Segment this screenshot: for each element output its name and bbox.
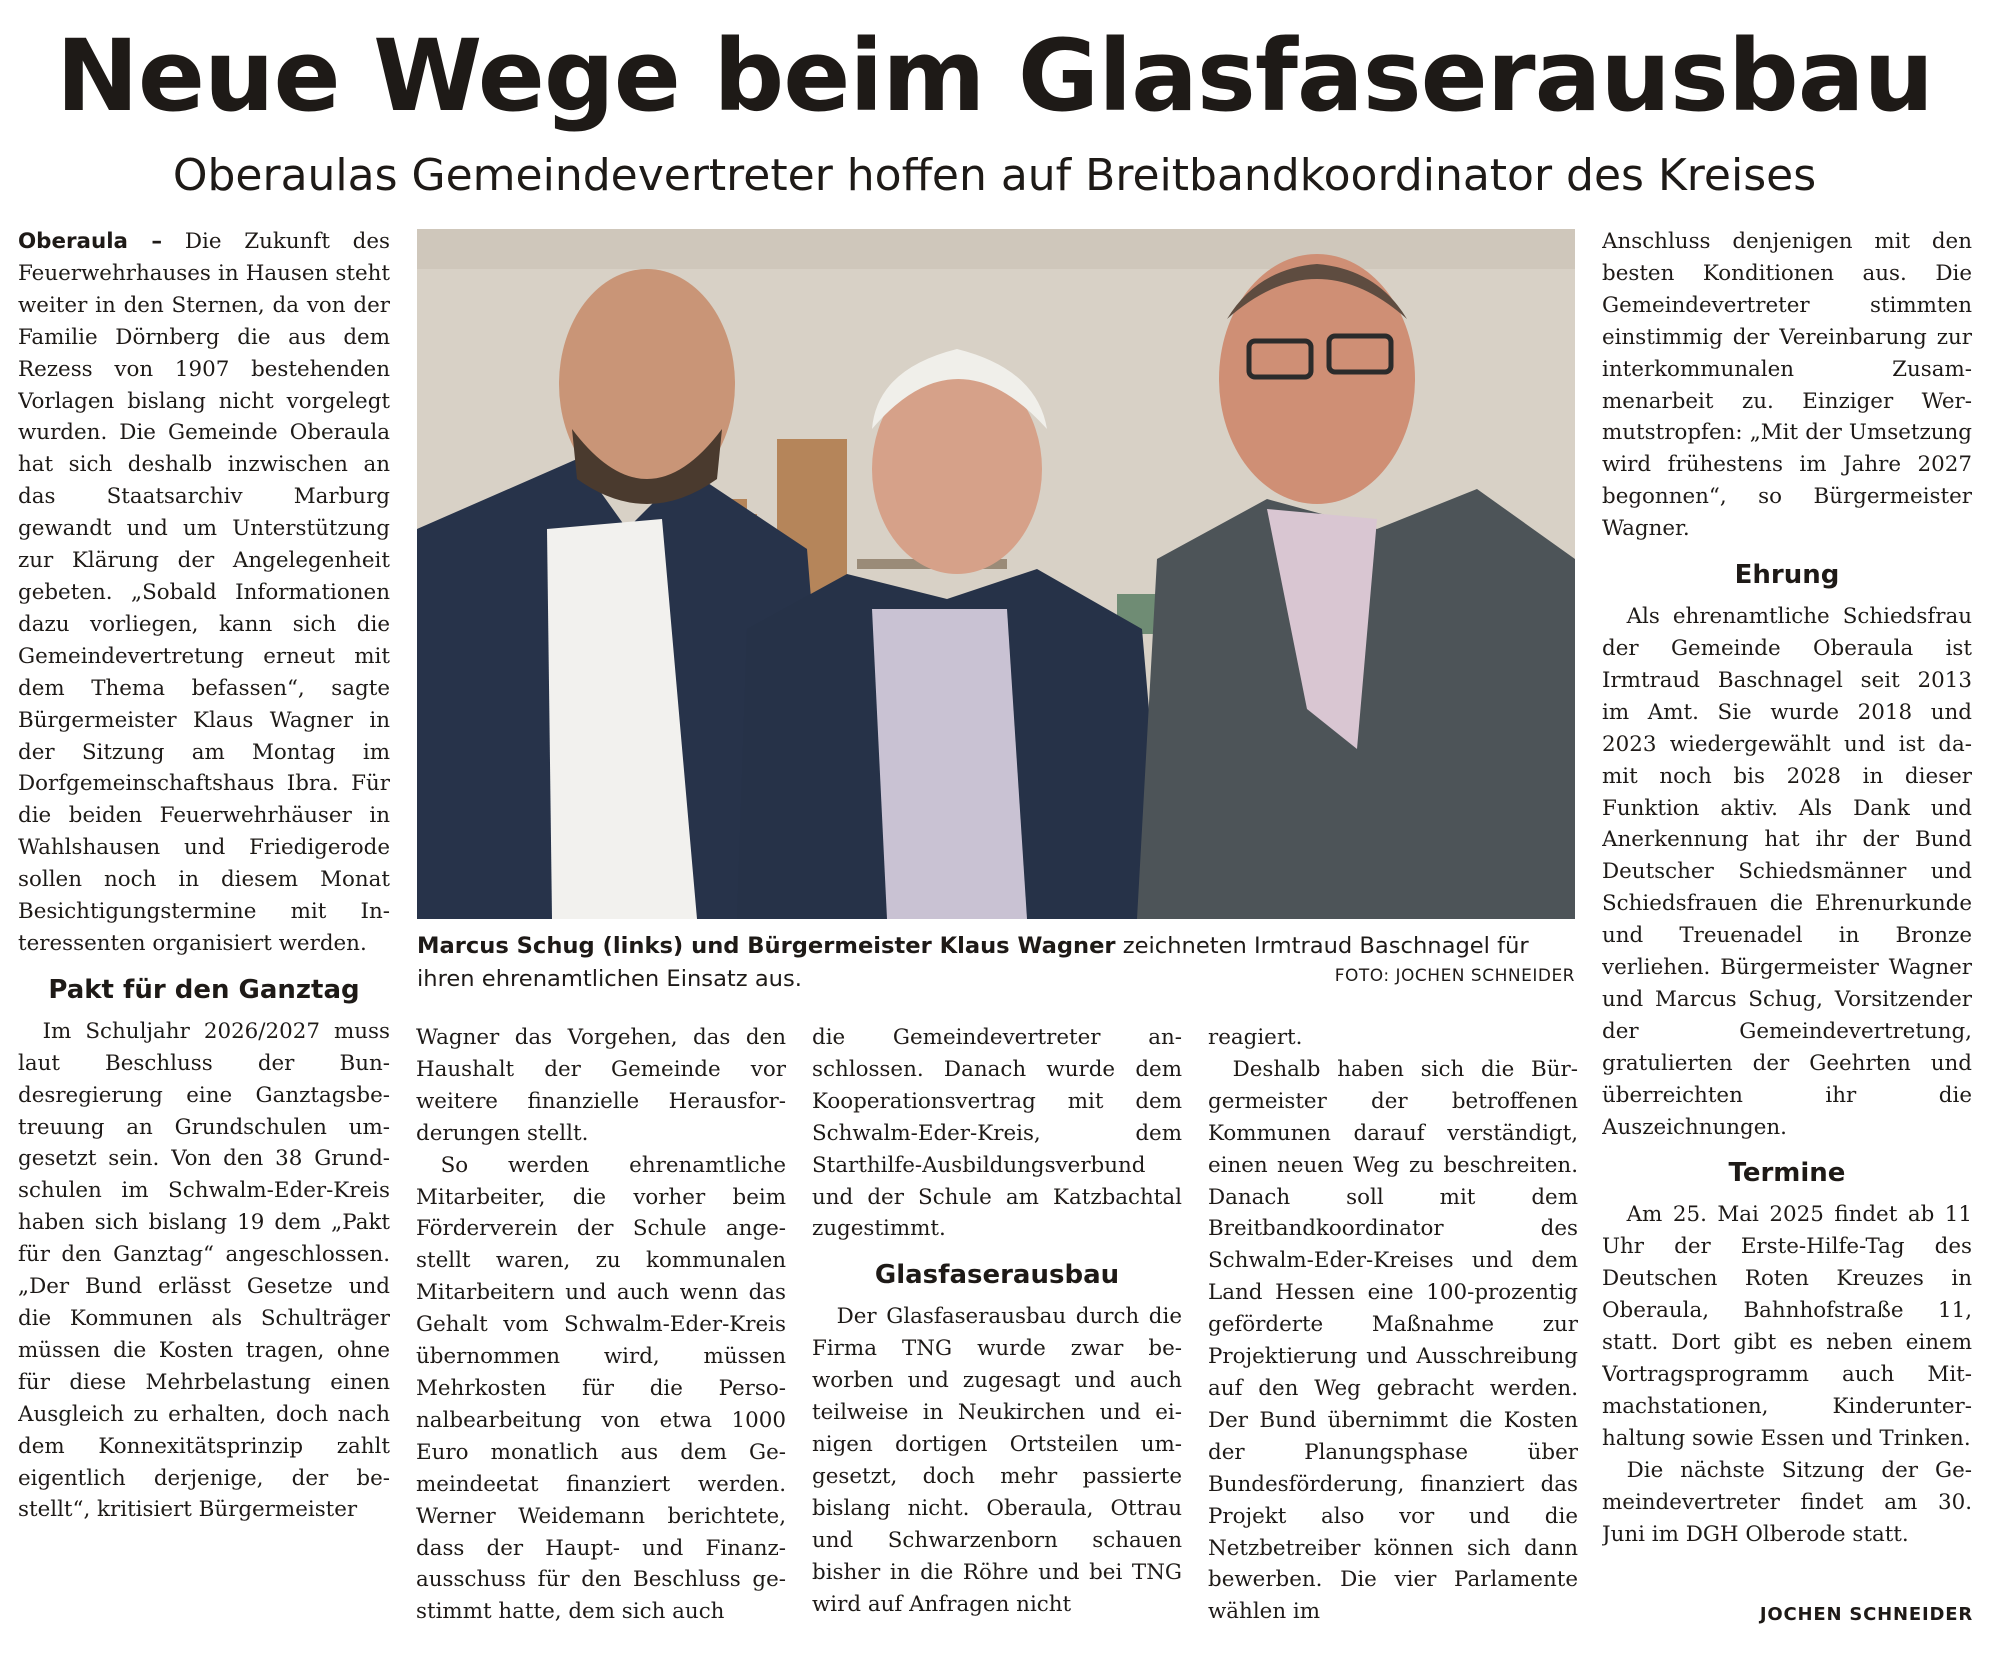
- paragraph-col3-2: Der Glasfaserausbau durch die Firma TNG wurde zwar beworben und zugesagt und auch teilweise in Neukirchen und einigen dortigen Ortsteilen umgesetzt, doch mehr passierte bislang nicht. Oberaula, Ottrau und Schwarzenborn schauen bisher in die Röhre und bei TNG wird auf Anfragen nicht: [812, 1304, 1182, 1617]
- headline: Neue Wege beim Glasfaserausbau: [55, 19, 1933, 134]
- paragraph-col2-2: So werden ehrenamtliche Mitarbeiter, die vorher beim Förderverein der Schule angestellt waren, zu kommunalen Mitarbeitern und auch wenn das Gehalt vom Schwalm-Eder-Kreis übernommen wird, müssen Mehrkosten für die Personalbearbeitung von etwa 1000 Euro monatlich aus dem Gemeindeetat finanziert werden. Werner Weidemann berichtete, dass der Haupt- und Finanzausschuss für den Beschluss gestimmt hatte, dem sich auch: [416, 1152, 786, 1625]
- article-photo: [417, 229, 1575, 919]
- photo-credit: FOTO: JOCHEN SCHNEIDER: [1334, 966, 1575, 986]
- paragraph-col4-1: reagiert.: [1208, 1025, 1303, 1050]
- intro-text: Die Zukunft des Feuerwehrhauses in Hausen steht weiter in den Sternen, da von der Familie Dörnberg die aus dem Rezess von 1907 bestehenden Vorlagen bislang nicht vorgelegt wurden. Die Gemeinde Oberaula hat sich deshalb inzwischen an das Staatsarchiv Marburg gewandt und um Unterstützung zur Klärung der Angelegenheit gebeten. „Sobald Informationen dazu vorliegen, kann sich die Gemeindevertretung erneut mit dem Thema befassen“, sagte Bürgermeister Klaus Wagner in der Sitzung am Montag im Dorfgemeinschaftshaus Ibra. Für die beiden Feuerwehrhäuser in Wahlshausen und Friedigerode sollen noch in diesem Monat Besichtigungstermine mit Interessenten organisiert werden.: [18, 229, 390, 956]
- dateline: Oberaula –: [18, 229, 163, 254]
- column-3: [812, 1022, 1182, 1642]
- column-4: [1208, 1022, 1578, 1642]
- paragraph-termine-2: Die nächste Sitzung der Gemeindevertreter findet am 30. Juni im DGH Olberode statt.: [1602, 1457, 1972, 1547]
- caption-names: Marcus Schug (links) und Bürgermeister Klaus Wagner: [417, 933, 1116, 959]
- paragraph-col3-1: die Gemeindevertreter anschlossen. Danach wurde dem Kooperationsvertrag mit dem Schwalm-Eder-Kreis, dem Starthilfe-Ausbildungsverbund und der Schule am Katzbachtal zugestimmt.: [812, 1025, 1182, 1242]
- heading-ehrung: Ehrung: [1734, 560, 1840, 591]
- paragraph-termine-1: Am 25. Mai 2025 findet ab 11 Uhr der Erste-Hilfe-Tag des Deutschen Roten Kreuzes in Oberaula, Bahnhofstraße 11, statt. Dort gibt es neben einem Vortragsprogramm auch Mitmachstationen, Kinderunterhaltung sowie Essen und Trinken.: [1602, 1202, 1972, 1451]
- photo-caption: [417, 930, 1575, 996]
- heading-pakt: Pakt für den Ganztag: [48, 974, 360, 1005]
- paragraph-pakt: Im Schuljahr 2026/2027 muss laut Beschluss der Bundesregierung eine Ganztagsbetreuung an Grundschulen umgesetzt sein. Von den 38 Grundschulen im Schwalm-Eder-Kreis haben sich bislang 19 dem „Pakt für den Ganztag“ angeschlossen. „Der Bund erlässt Gesetze und die Kommunen als Schulträger müssen die Kosten tragen, ohne für diese Mehrbelastung einen Ausgleich zu erhalten, doch nach dem Konnexitätsprinzip zahlt eigentlich derjenige, der bestellt“, kritisiert Bürgermeister: [18, 1018, 390, 1523]
- photo-image: [417, 229, 1575, 919]
- subheadline: Oberaulas Gemeindevertreter hoffen auf Breitbandkoordinator des Kreises: [172, 150, 1817, 201]
- paragraph-ehrung: Als ehrenamtliche Schiedsfrau der Gemeinde Oberaula ist Irmtraud Baschnagel seit 2013 im Amt. Sie wurde 2018 und 2023 wiedergewählt und ist damit noch bis 2028 in dieser Funktion aktiv. Als Dank und Anerkennung hat ihr der Bund Deutscher Schiedsmänner und Schiedsfrauen die Ehrenurkunde und Treuenadel in Bronze verliehen. Bürgermeister Wagner und Marcus Schug, Vorsitzender der Gemeindevertretung, gratulierten der Geehrten und überreichten ihr die Auszeichnungen.: [1602, 604, 1972, 1140]
- intro-paragraph: [18, 226, 390, 960]
- paragraph-col2-1: Wagner das Vorgehen, das den Haushalt der Gemeinde vor weitere finanzielle Herausforderungen stellt.: [416, 1025, 786, 1146]
- column-2: [416, 1022, 786, 1642]
- heading-termine: Termine: [1728, 1158, 1846, 1189]
- heading-glasfaserausbau: Glasfaserausbau: [874, 1260, 1120, 1291]
- caption-text: zeichneten Irmtraud Baschnagel für ihren ehrenamtlichen Einsatz aus.: [417, 933, 1529, 992]
- column-5: [1602, 226, 1972, 1604]
- column-1: [18, 226, 390, 1636]
- paragraph-col4-2: Deshalb haben sich die Bürgermeister der betroffenen Kommunen darauf verständigt, einen neuen Weg zu beschreiten. Danach soll mit dem Breitbandkoordinator des Schwalm-Eder-Kreises und dem Land Hessen eine 100-prozentig geförderte Maßnahme zur Projektierung und Ausschreibung auf den Weg gebracht werden. Der Bund übernimmt die Kosten der Planungsphase über Bundesförderung, finanziert das Projekt also vor und die Netzbetreiber können sich dann bewerben. Die vier Parlamente wählen im: [1208, 1056, 1578, 1625]
- author-byline: JOCHEN SCHNEIDER: [1759, 1604, 1973, 1625]
- paragraph-col5-1: Anschluss denjenigen mit den besten Konditionen aus. Die Gemeindevertreter stimmten einstimmig der Vereinbarung zur interkommunalen Zusammenarbeit zu. Einziger Wermutstropfen: „Mit der Umsetzung wird frühestens im Jahre 2027 begonnen“, so Bürgermeister Wagner.: [1602, 229, 1972, 542]
